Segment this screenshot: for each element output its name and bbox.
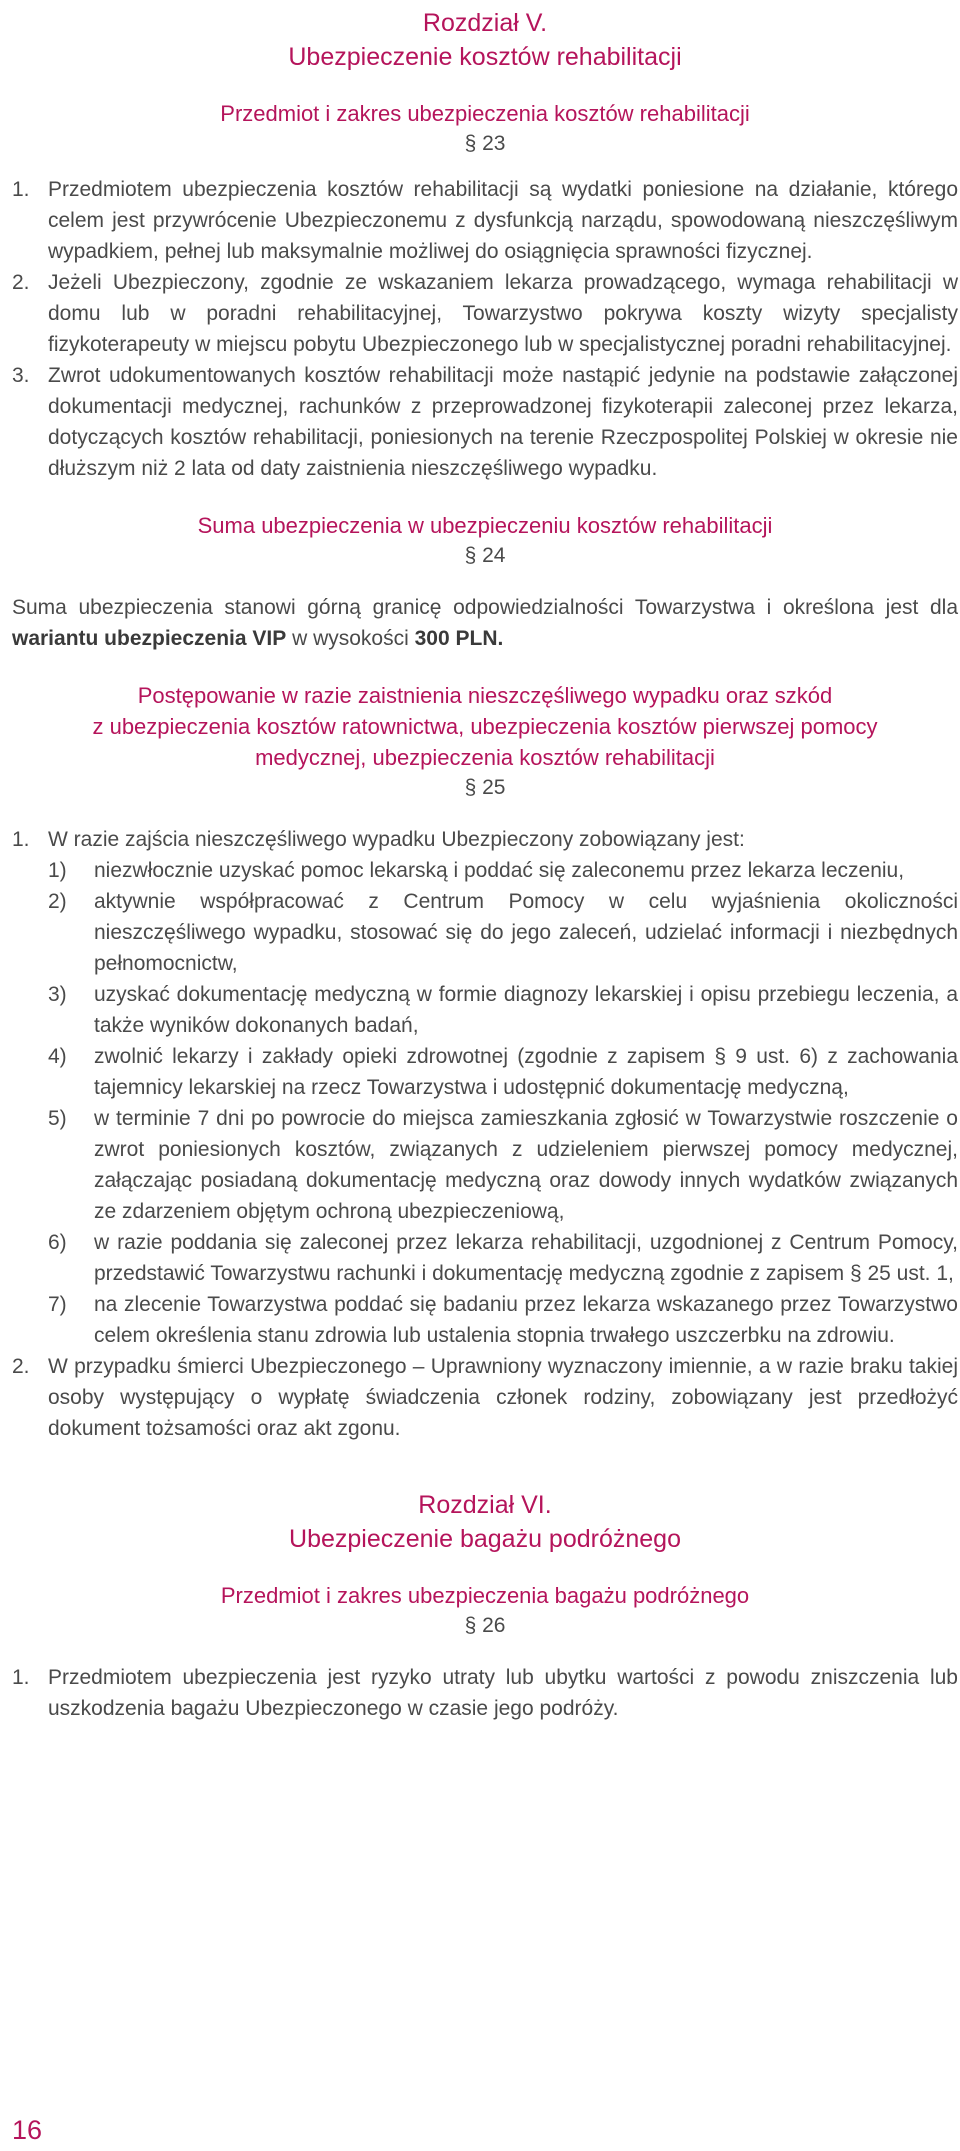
document-page [12,6,958,1724]
sub-list-item: 4) zwolnić lekarzy i zakłady opieki zdrowotnej (zgodnie z zapisem § 9 ust. 6) z zachowania tajemnicy lekarskiej na rzecz Towarzystwa i udostępnić dokumentację medyczną, [48,1045,958,1099]
section-heading: Przedmiot i zakres ubezpieczenia bagażu podróżnego [220,1583,750,1608]
list-item: 1. Przedmiotem ubezpieczenia kosztów rehabilitacji są wydatki poniesione na działanie, którego celem jest przywrócenie Ubezpieczonemu z dysfunkcją narządu, spowodowaną nieszczęśliwym wypadkiem, pełnej lub maksymalnie możliwej do osiągnięcia sprawności fizycznej. [12,178,958,263]
chapter-subtitle: Ubezpieczenie kosztów rehabilitacji [288,43,682,71]
list-item: 1. Przedmiotem ubezpieczenia jest ryzyko utraty lub ubytku wartości z powodu zniszczenia lub uszkodzenia bagażu Ubezpieczonego w czasie jego podróży. [12,1666,958,1720]
sub-list [48,855,958,1351]
paragraph-number: § 26 [464,1614,506,1637]
list-item: 3. Zwrot udokumentowanych kosztów rehabilitacji może nastąpić jedynie na podstawie załączonej dokumentacji medycznej, rachunków z przeprowadzonej fizykoterapii zaleconej przez lekarza, dotyczących kosztów rehabilitacji, poniesionych na terenie Rzeczpospolitej Polskiej w okresie nie dłuższym niż 2 lata od daty zaistnienia nieszczęśliwego wypadku. [12,364,958,480]
sub-list-item: 6) w razie poddania się zaleconej przez lekarza rehabilitacji, uzgodnionej z Centrum Pomocy, przedstawić Towarzystwu rachunki i dokumentację medyczną zgodnie z zapisem § 25 ust. 1, [48,1231,958,1285]
paragraph-number: § 24 [464,544,506,567]
list-item: 2. Jeżeli Ubezpieczony, zgodnie ze wskazaniem lekarza prowadzącego, wymaga rehabilitacji w domu lub w poradni rehabilitacyjnej, Towarzystwo pokrywa koszty wizyty specjalisty fizykoterapeuty w miejscu pobytu Ubezpieczonego lub w specjalistycznej poradni rehabilitacyjnej. [12,271,958,356]
section-23-list [12,174,958,484]
sub-list-item: 1) niezwłocznie uzyskać pomoc lekarską i poddać się zaleconemu przez lekarza leczeniu, [48,859,905,882]
section-heading-line: medycznej, ubezpieczenia kosztów rehabilitacji [255,745,715,770]
section-26-list [12,1662,958,1724]
page-number: 16 [12,2115,43,2145]
section-heading-line: Postępowanie w razie zaistnienia nieszczęśliwego wypadku oraz szkód [137,683,833,708]
section-25-list [12,824,958,1444]
sub-list-item: 5) w terminie 7 dni po powrocie do miejsca zamieszkania zgłosić w Towarzystwie roszczenie o zwrot poniesionych kosztów, związanych z udzieleniem pierwszej pomocy medycznej, załączając posiadaną dokumentację medyczną oraz dowody innych wydatków związanych ze zdarzeniem objętym ochroną ubezpieczeniową, [48,1107,958,1223]
paragraph-number: § 25 [464,776,506,799]
section-heading-line: z ubezpieczenia kosztów ratownictwa, ubezpieczenia kosztów pierwszej pomocy [92,714,878,739]
paragraph-number: § 23 [464,132,506,155]
chapter-title: Rozdział VI. [418,1491,552,1519]
sub-list-item: 3) uzyskać dokumentację medyczną w formie diagnozy lekarskiej i opisu przebiegu leczenia, a także wyników dokonanych badań, [48,983,958,1037]
chapter-title: Rozdział V. [422,9,548,37]
chapter-subtitle: Ubezpieczenie bagażu podróżnego [289,1525,681,1553]
list-item: 1. W razie zajścia nieszczęśliwego wypadku Ubezpieczony zobowiązany jest: 1) niezwłocznie uzyskać pomoc lekarską i poddać się zaleconemu przez lekarza leczeniu, 2) aktywnie współpracować z Centrum Pomocy w celu wyjaśnienia okoliczności nieszczęśliwego wypadku, stosować się do jego zaleceń, udzielać informacji i niezbędnych pełnomocnictw, 3) uzyskać dokumentację medyczną w formie diagnozy lekarskiej i opisu przebiegu leczenia, a także wyników dokonanych badań, 4) zwolnić lekarzy i zakłady opieki zdrowotnej (zgodnie z zapisem § 9 ust. 6) z zachowania tajemnicy lekarskiej na rzecz Towarzystwa i udostępnić dokumentację medyczną, 5) w terminie 7 dni po powrocie do miejsca zamieszkania zgłosić w Towarzystwie roszczenie o zwrot poniesionych kosztów, związanych z udzieleniem pierwszej pomocy medycznej, załączając posiadaną dokumentację medyczną oraz dowody innych wydatków związanych ze zdarzeniem objętym ochroną ubezpieczeniową, 6) w razie poddania się zaleconej przez lekarza rehabilitacji, uzgodnionej z Centrum Pomocy, przedstawić Towarzystwu rachunki i dokumentację medyczną zgodnie z zapisem § 25 ust. 1, 7) na zlecenie Towarzystwa poddać się badaniu przez lekarza wskazanego przez Towarzystwo celem określenia stanu zdrowia lub ustalenia stopnia trwałego uszczerbku na zdrowiu. [12,824,958,1351]
list-item: 2. W przypadku śmierci Ubezpieczonego – Uprawniony wyznaczony imiennie, a w razie braku takiej osoby występujący o wypłatę świadczenia członek rodziny, zobowiązany jest przedłożyć dokument tożsamości oraz akt zgonu. [12,1355,958,1440]
sum-insured-paragraph: Suma ubezpieczenia stanowi górną granicę odpowiedzialności Towarzystwa i określona jest dla wariantu ubezpieczenia VIP w wysokości 300 PLN. [12,596,958,650]
sub-list-item: 7) na zlecenie Towarzystwa poddać się badaniu przez lekarza wskazanego przez Towarzystwo celem określenia stanu zdrowia lub ustalenia stopnia trwałego uszczerbku na zdrowiu. [48,1293,958,1347]
section-heading: Przedmiot i zakres ubezpieczenia kosztów rehabilitacji [220,101,750,126]
section-heading: Suma ubezpieczenia w ubezpieczeniu kosztów rehabilitacji [197,513,773,538]
sub-list-item: 2) aktywnie współpracować z Centrum Pomocy w celu wyjaśnienia okoliczności nieszczęśliwego wypadku, stosować się do jego zaleceń, udzielać informacji i niezbędnych pełnomocnictw, [48,890,958,975]
